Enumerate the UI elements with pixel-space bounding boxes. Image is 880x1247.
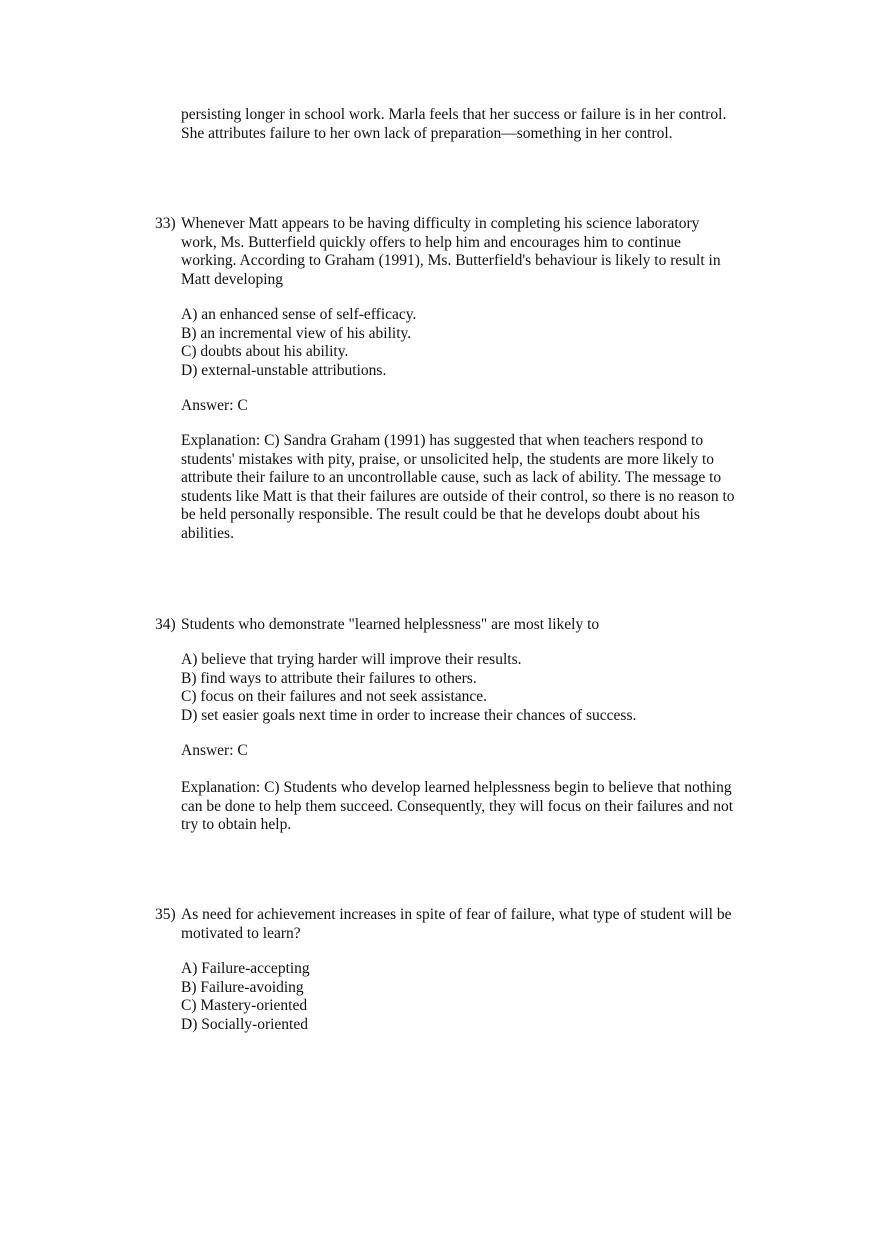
question-number: 35) (155, 906, 176, 923)
question-number: 34) (155, 616, 176, 633)
text-line: motivated to learn? (181, 924, 301, 942)
question-stem (181, 215, 751, 289)
option-a: A) Failure-accepting (181, 960, 310, 977)
answer-line (181, 397, 751, 416)
text-line: As need for achievement increases in spite of fear of failure, what type of student will be (181, 906, 732, 923)
text-line: Explanation: C) Sandra Graham (1991) has suggested that when teachers respond to (181, 432, 704, 449)
option-a: A) an enhanced sense of self-efficacy. (181, 306, 417, 323)
text-line: work, Ms. Butterfield quickly offers to help him and encourages him to continue (181, 233, 681, 251)
text-line: persisting longer in school work. Marla feels that her success or failure is in her control. (181, 106, 727, 123)
option-c: C) focus on their failures and not seek assistance. (181, 688, 488, 705)
explanation-paragraph (181, 779, 751, 835)
question-stem (181, 616, 751, 635)
question-number: 33) (155, 215, 176, 232)
option-d: D) external-unstable attributions. (181, 361, 387, 379)
text-line: Students who demonstrate "learned helplessness" are most likely to (181, 616, 600, 633)
answer-options (181, 306, 751, 380)
answer-text: Answer: C (181, 742, 248, 759)
option-b: B) find ways to attribute their failures to others. (181, 669, 477, 687)
text-line: attribute their failure to an uncontrollable cause, such as lack of ability. The message to (181, 469, 722, 486)
text-line: She attributes failure to her own lack of preparation—something in her control. (181, 124, 673, 142)
text-line: Explanation: C) Students who develop learned helplessness begin to believe that nothing (181, 779, 732, 796)
text-line: be held personally responsible. The result could be that he develops doubt about his (181, 506, 700, 523)
option-d: D) set easier goals next time in order to increase their chances of success. (181, 706, 637, 724)
explanation-paragraph (181, 432, 751, 543)
option-d: D) Socially-oriented (181, 1015, 308, 1033)
answer-options (181, 651, 751, 725)
continuation-paragraph (181, 106, 751, 143)
answer-text: Answer: C (181, 397, 248, 414)
text-line: students' mistakes with pity, praise, or unsolicited help, the students are more likely to (181, 450, 714, 468)
text-line: can be done to help them succeed. Consequently, they will focus on their failures and not (181, 797, 734, 815)
option-a: A) believe that trying harder will improve their results. (181, 651, 522, 668)
text-line: abilities. (181, 524, 234, 542)
text-line: Matt developing (181, 270, 284, 288)
question-stem (181, 906, 751, 943)
text-line: try to obtain help. (181, 816, 292, 833)
text-line: Whenever Matt appears to be having difficulty in completing his science laboratory (181, 215, 700, 232)
text-line: working. According to Graham (1991), Ms. Butterfield's behaviour is likely to result in (181, 252, 721, 269)
option-b: B) Failure-avoiding (181, 978, 304, 996)
option-c: C) doubts about his ability. (181, 343, 349, 360)
option-c: C) Mastery-oriented (181, 997, 308, 1014)
option-b: B) an incremental view of his ability. (181, 324, 412, 342)
text-line: students like Matt is that their failures are outside of their control, so there is no reason to (181, 487, 735, 505)
answer-line (181, 742, 751, 761)
answer-options (181, 960, 751, 1034)
